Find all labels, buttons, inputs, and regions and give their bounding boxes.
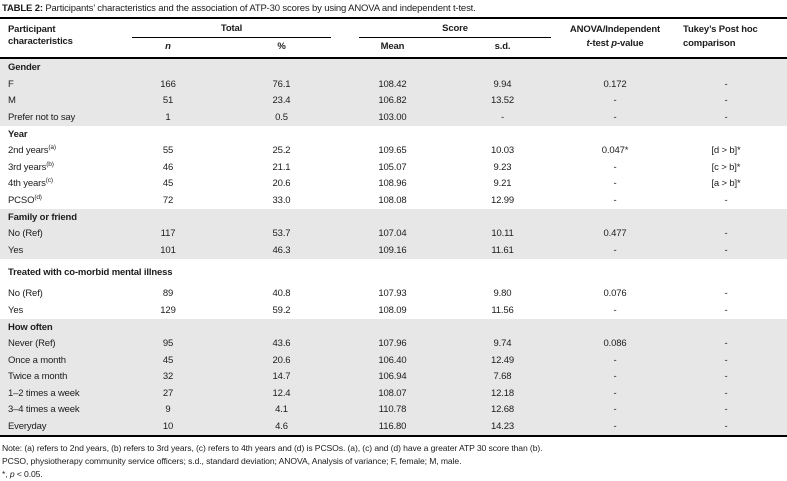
row-label <box>0 388 118 399</box>
row-label-text: M <box>8 95 16 107</box>
table-row <box>0 242 787 259</box>
cell-percent: 4.6 <box>275 420 288 432</box>
cell-n: 45 <box>162 354 174 366</box>
cell-p-value: - <box>613 304 617 316</box>
section-header-row <box>0 126 787 143</box>
table-row <box>0 385 787 402</box>
cell-n: 27 <box>162 387 174 399</box>
cell-sd: 9.23 <box>493 161 512 173</box>
cell-sd: 10.11 <box>491 228 514 240</box>
cell-sd: 12.18 <box>490 387 515 399</box>
section-header-row <box>0 59 787 76</box>
text-segment: p <box>9 468 15 479</box>
row-label <box>0 371 118 382</box>
cell-percent: 25.2 <box>272 145 291 157</box>
section-header-label: Family or friend <box>8 211 77 223</box>
cell-sd: 9.94 <box>493 78 512 90</box>
cell-sd: 9.80 <box>493 288 512 300</box>
section-header-label: Treated with co-morbid mental illness <box>8 266 173 278</box>
table-row <box>0 76 787 93</box>
cell-mean: 110.78 <box>378 404 407 416</box>
table-row <box>0 226 787 243</box>
cell-n: 117 <box>160 228 176 240</box>
cell-tukey: - <box>724 95 728 107</box>
cell-n: 129 <box>160 304 176 316</box>
table-section <box>0 126 787 209</box>
table-row <box>0 352 787 369</box>
footnote-line <box>2 442 785 455</box>
cell-n: 1 <box>165 111 171 123</box>
cell-tukey: - <box>724 338 728 350</box>
cell-p-value: - <box>613 387 617 399</box>
table-section <box>0 209 787 259</box>
row-label <box>0 404 118 415</box>
row-label-text: Once a month <box>8 354 66 366</box>
text-segment: -test <box>589 38 612 49</box>
cell-n: 10 <box>162 420 174 432</box>
cell-sd: - <box>500 111 504 123</box>
row-label <box>0 178 118 189</box>
cell-mean: 107.93 <box>378 288 407 300</box>
cell-tukey: - <box>724 288 728 300</box>
cell-p-value: - <box>613 404 617 416</box>
table-row <box>0 143 787 160</box>
cell-n: 95 <box>162 338 174 350</box>
cell-sd: 9.21 <box>493 178 512 190</box>
table-header-row <box>0 19 787 57</box>
section-header-row <box>0 209 787 226</box>
cell-p-value: 0.477 <box>603 228 627 240</box>
cell-p-value: - <box>613 420 617 432</box>
cell-mean: 105.07 <box>378 161 407 173</box>
row-label-text: Prefer not to say <box>8 111 76 123</box>
row-label-superscript: (b) <box>46 160 54 168</box>
column-header-participant-characteristics: Participant characteristics <box>8 24 73 47</box>
table-footnotes <box>0 437 787 481</box>
row-label-text: 3–4 times a week <box>8 404 80 416</box>
text-segment: t <box>586 38 590 49</box>
row-label-text: 3rd years <box>8 161 47 173</box>
table-row <box>0 93 787 110</box>
table-row <box>0 192 787 209</box>
cell-n: 46 <box>162 161 174 173</box>
cell-sd: 14.23 <box>490 420 515 432</box>
table-section <box>0 319 787 435</box>
text-segment: Note: (a) refers to 2nd years, (b) refers to 3rd years, (c) refers to 4th years and (d) is PCSOs. (a), (c) and (d) have a greater ATP 30 score than (b). <box>2 442 543 453</box>
row-label-text: 4th years <box>8 178 46 190</box>
cell-tukey: - <box>724 404 728 416</box>
cell-n: 51 <box>162 95 174 107</box>
table-row <box>0 369 787 386</box>
cell-percent: 23.4 <box>272 95 291 107</box>
text-segment: PCSO, physiotherapy community service officers; s.d., standard deviation; ANOVA, Analysis of variance; F, female; M, male. <box>2 455 462 466</box>
cell-sd: 11.61 <box>491 244 514 256</box>
tukey-header-line1: Tukey’s Post hoc <box>683 24 758 35</box>
cell-n: 55 <box>162 145 174 157</box>
table-row <box>0 418 787 435</box>
row-label <box>0 288 118 299</box>
row-label-text: 2nd years <box>8 145 49 157</box>
cell-n: 9 <box>165 404 171 416</box>
cell-mean: 108.96 <box>378 178 407 190</box>
cell-p-value: - <box>613 244 617 256</box>
row-label <box>0 162 118 173</box>
table-row <box>0 336 787 353</box>
row-label-text: Never (Ref) <box>8 338 56 350</box>
cell-mean: 109.16 <box>378 244 407 256</box>
cell-p-value: - <box>613 194 617 206</box>
row-label <box>0 79 118 90</box>
cell-mean: 106.94 <box>378 371 407 383</box>
column-group-total-label: Total <box>220 23 243 34</box>
cell-n: 89 <box>162 288 174 300</box>
table-row <box>0 176 787 193</box>
cell-mean: 109.65 <box>378 145 407 157</box>
section-header-label: How often <box>8 321 53 333</box>
footnote-line <box>2 455 785 468</box>
cell-p-value: - <box>613 161 617 173</box>
cell-p-value: - <box>613 371 617 383</box>
cell-tukey: - <box>724 354 728 366</box>
row-label <box>0 338 118 349</box>
anova-header-line1: ANOVA/Independent <box>569 24 661 35</box>
text-segment: < 0.05. <box>14 468 43 479</box>
section-header-label: Gender <box>8 62 41 73</box>
column-header-percent: % <box>277 41 286 52</box>
row-label-superscript: (c) <box>45 177 53 185</box>
cell-mean: 108.08 <box>378 194 407 206</box>
row-label <box>0 421 118 432</box>
cell-percent: 40.8 <box>272 288 291 300</box>
column-header-sd: s.d. <box>494 41 511 52</box>
table-section <box>0 59 787 126</box>
cell-percent: 76.1 <box>272 78 291 90</box>
cell-tukey: - <box>724 111 728 123</box>
column-group-score <box>345 21 565 38</box>
table-row <box>0 159 787 176</box>
cell-p-value: 0.086 <box>603 338 627 350</box>
row-label-text: Yes <box>8 304 24 316</box>
row-label-text: F <box>8 78 14 90</box>
column-header-mean: Mean <box>380 41 405 52</box>
cell-percent: 43.6 <box>272 338 291 350</box>
cell-tukey: - <box>724 78 728 90</box>
row-label-text: PCSO <box>8 194 35 206</box>
cell-n: 101 <box>160 244 176 256</box>
row-label-text: Yes <box>8 244 24 256</box>
cell-mean: 108.07 <box>378 387 407 399</box>
column-group-score-label: Score <box>442 23 468 34</box>
column-group-total <box>118 21 345 38</box>
row-label-superscript: (d) <box>34 193 42 201</box>
section-header-row <box>0 319 787 336</box>
row-label-text: 1–2 times a week <box>8 387 80 399</box>
cell-mean: 103.00 <box>378 111 407 123</box>
cell-n: 72 <box>162 194 174 206</box>
row-label-text: No (Ref) <box>8 228 43 240</box>
table-caption: Participants’ characteristics and the association of ATP-30 scores by using ANOVA and independent t-test. <box>45 3 476 14</box>
row-label <box>0 355 118 366</box>
table-row <box>0 109 787 126</box>
cell-percent: 53.7 <box>272 228 291 240</box>
cell-percent: 4.1 <box>275 404 288 416</box>
cell-p-value: 0.047* <box>601 145 629 157</box>
cell-sd: 9.74 <box>493 338 512 350</box>
anova-header-line2 <box>565 37 665 51</box>
cell-tukey: - <box>724 304 728 316</box>
cell-percent: 46.3 <box>272 244 291 256</box>
cell-tukey: - <box>724 194 728 206</box>
cell-tukey: [c > b]* <box>711 161 741 173</box>
table-row <box>0 402 787 419</box>
row-label-superscript: (a) <box>48 144 56 152</box>
cell-mean: 108.42 <box>378 78 407 90</box>
row-label-text: Twice a month <box>8 371 68 383</box>
row-label <box>0 145 118 156</box>
cell-sd: 10.03 <box>490 145 515 157</box>
cell-sd: 11.56 <box>491 304 514 316</box>
table-number-label: TABLE 2: <box>2 3 43 14</box>
section-header-row <box>0 259 787 286</box>
cell-percent: 12.4 <box>272 387 291 399</box>
cell-sd: 12.99 <box>490 194 515 206</box>
cell-mean: 108.09 <box>378 304 407 316</box>
table-row <box>0 286 787 303</box>
cell-tukey: [a > b]* <box>711 178 741 190</box>
row-label <box>0 95 118 106</box>
cell-p-value: - <box>613 178 617 190</box>
cell-tukey: [d > b]* <box>711 145 741 157</box>
cell-mean: 107.96 <box>378 338 407 350</box>
cell-tukey: - <box>724 387 728 399</box>
cell-n: 45 <box>162 178 174 190</box>
row-label <box>0 245 118 256</box>
cell-n: 166 <box>160 78 176 90</box>
cell-percent: 59.2 <box>272 304 291 316</box>
cell-sd: 12.49 <box>490 354 515 366</box>
table-body <box>0 59 787 435</box>
cell-tukey: - <box>724 371 728 383</box>
cell-sd: 12.68 <box>490 404 515 416</box>
text-segment: p <box>611 38 617 49</box>
table-section <box>0 259 787 319</box>
cell-percent: 20.6 <box>272 178 291 190</box>
cell-tukey: - <box>724 228 728 240</box>
cell-mean: 107.04 <box>378 228 407 240</box>
section-header-label: Year <box>8 128 28 140</box>
row-label <box>0 305 118 316</box>
footnote-line <box>2 468 785 481</box>
cell-mean: 116.80 <box>378 420 407 432</box>
cell-sd: 7.68 <box>493 371 512 383</box>
cell-sd: 13.52 <box>490 95 515 107</box>
cell-p-value: 0.172 <box>603 78 627 90</box>
column-header-tukey-posthoc <box>665 21 787 55</box>
table-title <box>0 0 787 17</box>
cell-n: 32 <box>162 371 174 383</box>
cell-percent: 14.7 <box>272 371 291 383</box>
cell-tukey: - <box>724 244 728 256</box>
column-header-anova-p-value <box>565 21 665 55</box>
row-label-text: No (Ref) <box>8 288 43 300</box>
cell-percent: 20.6 <box>272 354 291 366</box>
cell-p-value: - <box>613 111 617 123</box>
cell-mean: 106.40 <box>378 354 407 366</box>
cell-tukey: - <box>724 420 728 432</box>
tukey-header-line2: comparison <box>683 38 736 49</box>
row-label <box>0 195 118 206</box>
row-label <box>0 228 118 239</box>
cell-p-value: - <box>613 95 617 107</box>
row-label <box>0 112 118 123</box>
text-segment: -value <box>616 38 644 49</box>
column-header-n: n <box>165 41 171 52</box>
cell-percent: 21.1 <box>272 161 291 173</box>
cell-percent: 0.5 <box>275 111 288 123</box>
text-segment: *, <box>2 468 10 479</box>
row-label-text: Everyday <box>8 420 47 432</box>
cell-mean: 106.82 <box>378 95 407 107</box>
table-row <box>0 302 787 319</box>
cell-p-value: - <box>613 354 617 366</box>
cell-p-value: 0.076 <box>603 288 627 300</box>
cell-percent: 33.0 <box>272 194 291 206</box>
